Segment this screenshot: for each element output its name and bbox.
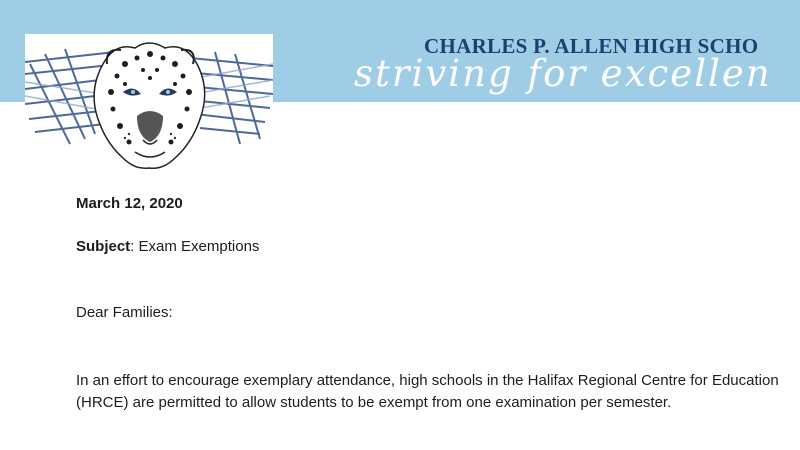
letter-salutation: Dear Families: (76, 304, 173, 321)
school-name: CHARLES P. ALLEN HIGH SCHO (424, 34, 759, 58)
subject-colon: : (130, 238, 135, 255)
letter-subject (76, 236, 259, 258)
leopard-logo-icon (25, 34, 273, 175)
letter-paragraph: In an effort to encourage exemplary attendance, high schools in the Halifax Regional Centre for Education (HRCE) are permitted to allow students to be exempt from one examination per semester. (76, 372, 779, 411)
letter-date: March 12, 2020 (76, 195, 183, 212)
subject-label: Subject (76, 238, 131, 255)
subject-value: Exam Exemptions (134, 238, 260, 255)
school-motto: striving for excellen (354, 52, 772, 95)
